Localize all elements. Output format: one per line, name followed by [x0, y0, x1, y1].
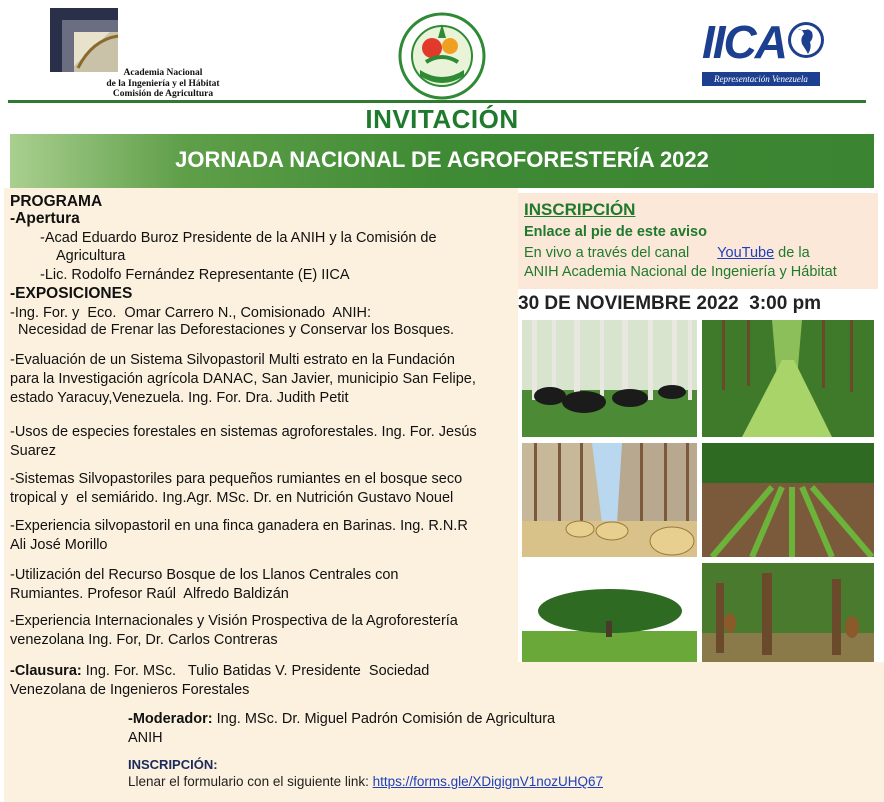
footer-registration-text: Llenar el formulario con el siguiente link:	[128, 774, 373, 789]
talk-line: para la Investigación agrícola DANAC, San Javier, municipio San Felipe,	[10, 371, 476, 387]
registration-form-link[interactable]: https://forms.gle/XDigignV1nozUHQ67	[372, 774, 603, 789]
footer-registration-line	[128, 773, 603, 790]
agroforestry-seal-logo	[392, 6, 492, 102]
talk-line: -Evaluación de un Sistema Silvopastoril Multi estrato en la Fundación	[10, 352, 455, 368]
talk-line: tropical y el semiárido. Ing.Agr. MSc. Dr. en Nutrición Gustavo Nouel	[10, 490, 454, 506]
talk-line: -Utilización del Recurso Bosque de los Llanos Centrales con	[10, 567, 399, 583]
talk-line: Ali José Morillo	[10, 537, 108, 553]
talk-line: -Experiencia Internacionales y Visión Prospectiva de la Agroforestería	[10, 613, 458, 629]
iica-subtitle: Representación Venezuela	[702, 72, 820, 86]
event-title-bar	[10, 134, 874, 188]
header-divider	[8, 100, 866, 103]
talk-line: -Ing. For. y Eco. Omar Carrero N., Comisionado ANIH:	[10, 305, 371, 321]
tree-rows-image	[702, 320, 874, 437]
hay-bales-image	[522, 443, 697, 557]
closing-line: Venezolana de Ingenieros Forestales	[10, 682, 250, 698]
moderator-label: -Moderador:	[128, 711, 213, 727]
registration-link-note: Enlace al pie de este aviso	[524, 224, 707, 240]
opening-line: -Lic. Rodolfo Fernández Representante (E) IICA	[40, 267, 350, 283]
talk-line: -Usos de especies forestales en sistemas agroforestales. Ing. For. Jesús	[10, 424, 477, 440]
photo-cattle-under-trees	[522, 320, 697, 437]
talk-line: venezolana Ing. For, Dr. Carlos Contreras	[10, 632, 278, 648]
talk-line: Necesidad de Frenar las Deforestaciones y Conservar los Bosques.	[10, 322, 455, 338]
registration-title: INSCRIPCIÓN	[524, 200, 636, 219]
live-stream-line	[524, 245, 810, 262]
agroforestry-seal-icon	[392, 6, 492, 102]
moderator-text: Ing. MSc. Dr. Miguel Padrón Comisión de Agricultura	[212, 711, 556, 727]
anih-line-1: Academia Nacional	[123, 68, 203, 78]
anih-logo-text	[88, 68, 238, 100]
anih-logo	[40, 6, 230, 100]
program-heading: PROGRAMA	[10, 193, 103, 210]
live-suffix: de la	[774, 245, 810, 261]
talk-line: estado Yaracuy,Venezuela. Ing. For. Dra. Judith Petit	[10, 390, 349, 406]
talk-line: Suarez	[10, 443, 56, 459]
talk-line: -Experiencia silvopastoril en una finca ganadera en Barinas. Ing. R.N.R	[10, 518, 468, 534]
opening-line: -Acad Eduardo Buroz Presidente de la ANIH y la Comisión de	[40, 230, 437, 246]
crop-rows-image	[702, 443, 874, 557]
opening-line: Agricultura	[56, 248, 126, 264]
iica-wordmark: IICA	[702, 16, 786, 68]
talk-line: -Sistemas Silvopastoriles para pequeños rumiantes en el bosque seco	[10, 471, 463, 487]
moderator-line: ANIH	[128, 730, 163, 746]
closing-label: -Clausura:	[10, 663, 82, 679]
youtube-link[interactable]: YouTube	[717, 245, 775, 261]
channel-name: ANIH Academia Nacional de Ingeniería y Hábitat	[524, 264, 837, 280]
anih-emblem-icon	[48, 6, 120, 76]
live-prefix: En vivo a través del canal	[524, 245, 718, 261]
cacao-image	[702, 563, 874, 662]
talk-line: Rumiantes. Profesor Raúl Alfredo Baldizán	[10, 586, 289, 602]
exhibitions-heading: -EXPOSICIONES	[10, 285, 133, 302]
anih-line-3: Comisión de Agricultura	[112, 89, 214, 99]
globe-icon	[786, 20, 826, 64]
cattle-forest-image	[522, 320, 697, 437]
event-date-time: 30 DE NOVIEMBRE 2022 3:00 pm	[518, 293, 822, 314]
anih-line-2: de la Ingeniería y el Hábitat	[106, 78, 220, 89]
photo-tree-rows-path	[702, 320, 874, 437]
footer-registration-title: INSCRIPCIÓN:	[128, 757, 218, 772]
closing-line	[10, 663, 429, 680]
photo-cacao-under-trees	[702, 563, 874, 662]
invitation-heading: INVITACIÓN	[365, 104, 519, 134]
opening-heading: -Apertura	[10, 210, 80, 227]
photo-hay-bales-forest	[522, 443, 697, 557]
event-title: JORNADA NACIONAL DE AGROFORESTERÍA 2022	[175, 147, 709, 172]
moderator-line	[128, 711, 555, 728]
iica-logo	[698, 16, 830, 92]
photo-large-shade-tree	[522, 563, 697, 662]
closing-text: Ing. For. MSc. Tulio Batidas V. Presidente Sociedad	[81, 663, 430, 679]
shade-tree-image	[522, 563, 697, 662]
photo-crop-rows-trees	[702, 443, 874, 557]
